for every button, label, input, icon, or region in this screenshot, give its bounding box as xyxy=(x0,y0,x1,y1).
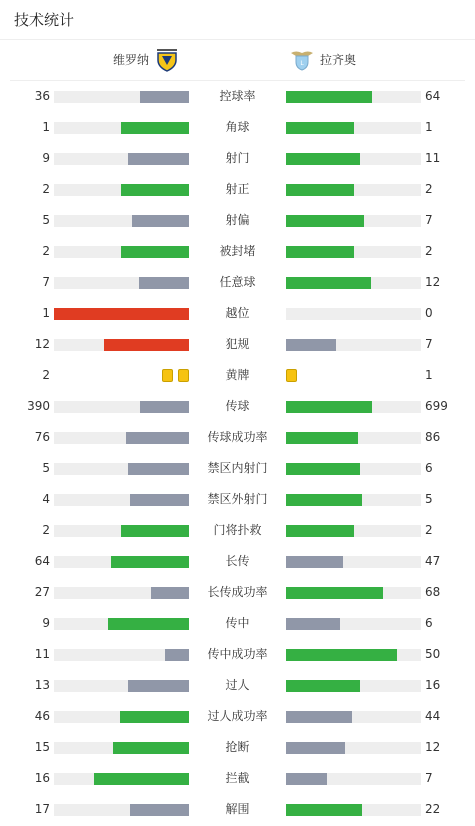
home-bar-track xyxy=(54,153,189,165)
home-value: 5 xyxy=(42,213,50,227)
away-value: 11 xyxy=(425,151,441,165)
away-bar-track xyxy=(286,432,421,444)
away-value: 2 xyxy=(425,523,433,537)
away-bar-track xyxy=(286,773,421,785)
home-value: 2 xyxy=(42,368,50,382)
away-bar-track xyxy=(286,277,421,289)
away-value: 1 xyxy=(425,368,433,382)
away-bar-fill xyxy=(286,215,364,227)
header-bar xyxy=(0,0,475,40)
stat-row xyxy=(0,608,475,639)
stat-label: 过人成功率 xyxy=(207,709,268,723)
stat-row xyxy=(0,484,475,515)
home-value: 64 xyxy=(34,554,50,568)
away-value: 12 xyxy=(425,275,441,289)
home-bar-fill xyxy=(139,277,189,289)
away-bar-track xyxy=(286,680,421,692)
stat-label: 禁区外射门 xyxy=(207,492,268,506)
home-bar-track xyxy=(54,804,189,816)
home-bar-track xyxy=(54,246,189,258)
home-value: 390 xyxy=(27,399,50,413)
away-bar-track xyxy=(286,91,421,103)
away-bar-track xyxy=(286,494,421,506)
away-value: 7 xyxy=(425,213,433,227)
home-bar-track xyxy=(54,711,189,723)
away-bar-track xyxy=(286,587,421,599)
away-bar-track xyxy=(286,215,421,227)
home-bar-track xyxy=(54,122,189,134)
home-value: 17 xyxy=(34,802,50,816)
away-bar-track xyxy=(286,308,421,320)
teams-header xyxy=(10,40,465,81)
home-value: 76 xyxy=(34,430,50,444)
stat-label: 抢断 xyxy=(225,740,250,754)
stat-row xyxy=(0,112,475,143)
home-bar-track xyxy=(54,618,189,630)
away-value: 64 xyxy=(425,89,441,103)
stat-row xyxy=(0,670,475,701)
away-bar-fill xyxy=(286,494,362,506)
home-value: 9 xyxy=(42,616,50,630)
stat-row xyxy=(0,174,475,205)
stat-row xyxy=(0,453,475,484)
away-value: 86 xyxy=(425,430,441,444)
away-bar-track xyxy=(286,184,421,196)
away-bar-track xyxy=(286,742,421,754)
home-value: 27 xyxy=(34,585,50,599)
away-bar-track xyxy=(286,618,421,630)
away-value: 12 xyxy=(425,740,441,754)
away-value: 44 xyxy=(425,709,441,723)
home-bar-track xyxy=(54,525,189,537)
home-value: 4 xyxy=(42,492,50,506)
away-bar-fill xyxy=(286,680,360,692)
stat-row xyxy=(0,422,475,453)
yellow-card-icon xyxy=(162,369,173,382)
home-bar-fill xyxy=(128,680,189,692)
home-bar-fill xyxy=(130,804,189,816)
away-bar-fill xyxy=(286,432,358,444)
home-value: 2 xyxy=(42,182,50,196)
away-bar-fill xyxy=(286,711,352,723)
home-yellow-cards xyxy=(162,369,189,382)
stat-label: 长传成功率 xyxy=(207,585,268,599)
home-bar-track xyxy=(54,401,189,413)
away-bar-fill xyxy=(286,587,383,599)
stat-label: 任意球 xyxy=(219,275,256,289)
stat-label: 传球 xyxy=(225,399,250,413)
away-bar-track xyxy=(286,246,421,258)
stat-label: 黄牌 xyxy=(225,368,250,382)
stat-label: 禁区内射门 xyxy=(207,461,268,475)
stat-row xyxy=(0,515,475,546)
away-value: 68 xyxy=(425,585,441,599)
stat-label: 犯规 xyxy=(225,337,250,351)
away-bar-track xyxy=(286,649,421,661)
stat-label: 角球 xyxy=(225,120,250,134)
away-value: 7 xyxy=(425,771,433,785)
stat-label: 拦截 xyxy=(225,771,250,785)
away-value: 699 xyxy=(425,399,448,413)
home-value: 2 xyxy=(42,523,50,537)
away-value: 1 xyxy=(425,120,433,134)
away-value: 2 xyxy=(425,182,433,196)
home-bar-track xyxy=(54,649,189,661)
stat-row xyxy=(0,143,475,174)
away-bar-track xyxy=(286,401,421,413)
stat-row xyxy=(0,391,475,422)
home-bar-track xyxy=(54,556,189,568)
away-value: 6 xyxy=(425,461,433,475)
stat-row xyxy=(0,267,475,298)
away-bar-fill xyxy=(286,556,343,568)
home-value: 2 xyxy=(42,244,50,258)
home-bar-fill xyxy=(130,494,189,506)
away-bar-track xyxy=(286,463,421,475)
stats-list xyxy=(0,81,475,825)
away-value: 5 xyxy=(425,492,433,506)
home-bar-fill xyxy=(120,711,189,723)
stat-label: 控球率 xyxy=(219,89,256,103)
away-bar-fill xyxy=(286,804,362,816)
stat-label: 传球成功率 xyxy=(207,430,268,444)
away-bar-track xyxy=(286,122,421,134)
yellow-card-icon xyxy=(286,369,297,382)
stat-row xyxy=(0,794,475,825)
stat-label: 射偏 xyxy=(225,213,250,227)
home-team[interactable] xyxy=(113,48,179,72)
away-value: 2 xyxy=(425,244,433,258)
away-value: 22 xyxy=(425,802,441,816)
away-bar-fill xyxy=(286,463,360,475)
home-bar-fill xyxy=(126,432,189,444)
away-bar-fill xyxy=(286,401,372,413)
home-value: 7 xyxy=(42,275,50,289)
home-team-name: 维罗纳 xyxy=(112,53,149,67)
stat-label: 射正 xyxy=(225,182,250,196)
stat-label: 长传 xyxy=(225,554,250,568)
stat-label: 越位 xyxy=(225,306,250,320)
home-bar-fill xyxy=(140,91,189,103)
home-value: 9 xyxy=(42,151,50,165)
home-value: 13 xyxy=(34,678,50,692)
home-bar-track xyxy=(54,773,189,785)
stat-row xyxy=(0,577,475,608)
home-bar-fill xyxy=(121,246,189,258)
home-bar-track xyxy=(54,91,189,103)
home-bar-track xyxy=(54,215,189,227)
home-bar-fill xyxy=(113,742,189,754)
stat-row xyxy=(0,639,475,670)
home-value: 46 xyxy=(34,709,50,723)
stat-row xyxy=(0,360,475,391)
home-bar-track xyxy=(54,742,189,754)
away-yellow-cards xyxy=(286,369,297,382)
stat-row xyxy=(0,701,475,732)
away-bar-fill xyxy=(286,184,354,196)
stat-row xyxy=(0,81,475,112)
home-bar-fill xyxy=(121,525,189,537)
svg-text:L: L xyxy=(300,60,304,67)
home-bar-track xyxy=(54,339,189,351)
stat-row xyxy=(0,236,475,267)
away-bar-fill xyxy=(286,153,360,165)
away-bar-track xyxy=(286,153,421,165)
home-value: 1 xyxy=(42,120,50,134)
home-bar-fill xyxy=(151,587,189,599)
home-value: 11 xyxy=(34,647,50,661)
away-value: 0 xyxy=(425,306,433,320)
lazio-eagle-icon xyxy=(290,48,314,72)
away-team[interactable] xyxy=(290,48,356,72)
stat-label: 传中 xyxy=(225,616,250,630)
home-bar-track xyxy=(54,432,189,444)
away-bar-track xyxy=(286,711,421,723)
away-bar-track xyxy=(286,556,421,568)
away-value: 16 xyxy=(425,678,441,692)
stat-label: 门将扑救 xyxy=(213,523,262,537)
home-bar-track xyxy=(54,680,189,692)
away-value: 50 xyxy=(425,647,441,661)
home-value: 36 xyxy=(34,89,50,103)
away-value: 6 xyxy=(425,616,433,630)
home-bar-track xyxy=(54,494,189,506)
home-bar-track xyxy=(54,587,189,599)
home-value: 1 xyxy=(42,306,50,320)
away-bar-fill xyxy=(286,649,397,661)
away-bar-track xyxy=(286,804,421,816)
away-bar-fill xyxy=(286,91,372,103)
home-bar-fill xyxy=(140,401,189,413)
stat-row xyxy=(0,329,475,360)
home-value: 12 xyxy=(34,337,50,351)
home-bar-fill xyxy=(111,556,189,568)
stat-row xyxy=(0,298,475,329)
home-bar-fill xyxy=(108,618,189,630)
stat-row xyxy=(0,763,475,794)
away-value: 47 xyxy=(425,554,441,568)
stat-label: 被封堵 xyxy=(219,244,256,258)
home-bar-fill xyxy=(54,308,189,320)
stat-label: 过人 xyxy=(225,678,250,692)
stat-label: 解围 xyxy=(225,802,250,816)
stat-label: 射门 xyxy=(225,151,250,165)
away-bar-fill xyxy=(286,525,354,537)
away-bar-fill xyxy=(286,742,345,754)
home-bar-fill xyxy=(128,153,189,165)
stat-row xyxy=(0,205,475,236)
home-bar-track xyxy=(54,184,189,196)
home-bar-fill xyxy=(94,773,189,785)
away-bar-fill xyxy=(286,339,336,351)
yellow-card-icon xyxy=(178,369,189,382)
away-bar-fill xyxy=(286,277,371,289)
verona-crest-icon xyxy=(155,48,179,72)
home-bar-fill xyxy=(132,215,189,227)
stat-label: 传中成功率 xyxy=(207,647,268,661)
away-value: 7 xyxy=(425,337,433,351)
away-bar-track xyxy=(286,525,421,537)
home-bar-track xyxy=(54,277,189,289)
page-title: 技术统计 xyxy=(14,11,75,29)
home-bar-fill xyxy=(165,649,189,661)
away-bar-fill xyxy=(286,773,327,785)
home-bar-track xyxy=(54,308,189,320)
home-bar-track xyxy=(54,463,189,475)
away-bar-fill xyxy=(286,618,340,630)
home-bar-fill xyxy=(128,463,189,475)
away-bar-fill xyxy=(286,246,354,258)
home-value: 16 xyxy=(34,771,50,785)
away-bar-track xyxy=(286,339,421,351)
home-value: 5 xyxy=(42,461,50,475)
home-bar-fill xyxy=(121,122,189,134)
away-bar-fill xyxy=(286,122,354,134)
home-bar-fill xyxy=(121,184,189,196)
home-bar-fill xyxy=(104,339,189,351)
away-team-name: 拉齐奥 xyxy=(320,53,357,67)
stat-row xyxy=(0,732,475,763)
home-value: 15 xyxy=(34,740,50,754)
stat-row xyxy=(0,546,475,577)
